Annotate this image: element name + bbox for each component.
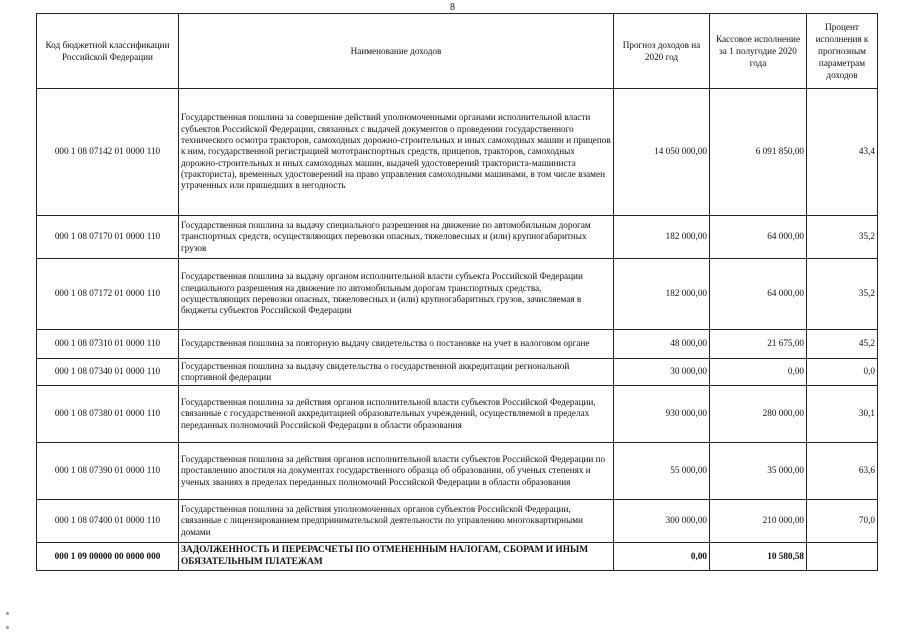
revenue-table bbox=[36, 13, 878, 571]
row-forecast: 930 000,00 bbox=[614, 386, 710, 443]
row-name: Государственная пошлина за действия уполномоченных органов субъектов Российской Федерации, связанные с лицензированием предпринимательской деятельности по управлению многоквартирными домами bbox=[179, 500, 614, 543]
table-row bbox=[37, 330, 878, 359]
table-row bbox=[37, 359, 878, 386]
header-name: Наименование доходов bbox=[179, 14, 614, 89]
row-name: Государственная пошлина за выдачу специального разрешения на движение по автомобильным дорогам транспортных средств, осуществляющих перевозки опасных, тяжеловесных и (или) крупногабаритных грузов bbox=[179, 216, 614, 259]
row-percent bbox=[807, 543, 878, 571]
row-code: 000 1 09 00000 00 0000 000 bbox=[37, 543, 179, 571]
row-code: 000 1 08 07142 01 0000 110 bbox=[37, 89, 179, 216]
row-forecast: 300 000,00 bbox=[614, 500, 710, 543]
row-code: 000 1 08 07170 01 0000 110 bbox=[37, 216, 179, 259]
row-percent: 30,1 bbox=[807, 386, 878, 443]
row-forecast: 48 000,00 bbox=[614, 330, 710, 359]
header-percent: Процент исполнения к прогнозным параметрам доходов bbox=[807, 14, 878, 89]
table-header-row bbox=[37, 14, 878, 89]
row-name: Государственная пошлина за действия органов исполнительной власти субъектов Российской Федерации по проставлению апостиля на документах государственного образца об образовании, об ученых степенях и ученых званиях в пределах переданных полномочий Российской Федерации в области образования bbox=[179, 443, 614, 500]
row-percent: 63,6 bbox=[807, 443, 878, 500]
row-cash: 64 000,00 bbox=[710, 216, 807, 259]
row-code: 000 1 08 07172 01 0000 110 bbox=[37, 259, 179, 330]
row-cash: 280 000,00 bbox=[710, 386, 807, 443]
row-forecast: 182 000,00 bbox=[614, 259, 710, 330]
table-row bbox=[37, 386, 878, 443]
scan-speck bbox=[6, 626, 9, 629]
header-cash: Кассовое исполнение за 1 полугодие 2020 года bbox=[710, 14, 807, 89]
row-percent: 70,0 bbox=[807, 500, 878, 543]
row-cash: 35 000,00 bbox=[710, 443, 807, 500]
row-percent: 35,2 bbox=[807, 216, 878, 259]
row-cash: 21 675,00 bbox=[710, 330, 807, 359]
page-number: 8 bbox=[450, 2, 455, 13]
row-forecast: 0,00 bbox=[614, 543, 710, 571]
table-row bbox=[37, 443, 878, 500]
row-forecast: 182 000,00 bbox=[614, 216, 710, 259]
table-row bbox=[37, 216, 878, 259]
table-row bbox=[37, 259, 878, 330]
row-cash: 210 000,00 bbox=[710, 500, 807, 543]
row-percent: 43,4 bbox=[807, 89, 878, 216]
row-name: Государственная пошлина за выдачу свидетельства о государственной аккредитации региональной спортивной федерации bbox=[179, 359, 614, 386]
row-forecast: 14 050 000,00 bbox=[614, 89, 710, 216]
row-percent: 0,0 bbox=[807, 359, 878, 386]
row-name: Государственная пошлина за действия органов исполнительной власти субъектов Российской Федерации, связанные с государственной аккредитацией образовательных учреждений, осуществляемой в пределах переданных полномочий Российской Федерации в области образования bbox=[179, 386, 614, 443]
row-code: 000 1 08 07380 01 0000 110 bbox=[37, 386, 179, 443]
row-code: 000 1 08 07390 01 0000 110 bbox=[37, 443, 179, 500]
row-name: ЗАДОЛЖЕННОСТЬ И ПЕРЕРАСЧЕТЫ ПО ОТМЕНЕННЫМ НАЛОГАМ, СБОРАМ И ИНЫМ ОБЯЗАТЕЛЬНЫМ ПЛАТЕЖАМ bbox=[179, 543, 614, 571]
table-row bbox=[37, 500, 878, 543]
row-name: Государственная пошлина за выдачу органом исполнительной власти субъекта Российской Федерации специального разрешения на движение по автомобильным дорогам транспортных средства, осуществляющих перевозки опасных, тяжеловесных и (или) крупногабаритных грузов, зачисляемая в бюджеты субъектов Российской Федерации bbox=[179, 259, 614, 330]
table-row bbox=[37, 89, 878, 216]
row-cash: 0,00 bbox=[710, 359, 807, 386]
row-cash: 64 000,00 bbox=[710, 259, 807, 330]
row-forecast: 55 000,00 bbox=[614, 443, 710, 500]
row-code: 000 1 08 07310 01 0000 110 bbox=[37, 330, 179, 359]
row-percent: 35,2 bbox=[807, 259, 878, 330]
row-name: Государственная пошлина за совершение действий уполномоченными органами исполнительной власти субъектов Российской Федерации, связанных с выдачей документов о проведении государственного технического осмотра тракторов, самоходных дорожно-строительных и иных самоходных машин и прицепов к ним, государственной регистрацией мототранспортных средств, прицепов, тракторов, самоходных дорожно-строительных и иных самоходных машин, выдачей удостоверений тракториста-машиниста (тракториста), временных удостоверений на право управления самоходными машинами, в том числе взамен утраченных или пришедших в негодность bbox=[179, 89, 614, 216]
header-code: Код бюджетной классификации Российской Федерации bbox=[37, 14, 179, 89]
table-row-section-total bbox=[37, 543, 878, 571]
scan-speck bbox=[6, 612, 9, 615]
row-cash: 10 580,58 bbox=[710, 543, 807, 571]
row-code: 000 1 08 07400 01 0000 110 bbox=[37, 500, 179, 543]
header-forecast: Прогноз доходов на 2020 год bbox=[614, 14, 710, 89]
row-cash: 6 091 850,00 bbox=[710, 89, 807, 216]
row-percent: 45,2 bbox=[807, 330, 878, 359]
row-code: 000 1 08 07340 01 0000 110 bbox=[37, 359, 179, 386]
row-forecast: 30 000,00 bbox=[614, 359, 710, 386]
row-name: Государственная пошлина за повторную выдачу свидетельства о постановке на учет в налоговом органе bbox=[179, 330, 614, 359]
